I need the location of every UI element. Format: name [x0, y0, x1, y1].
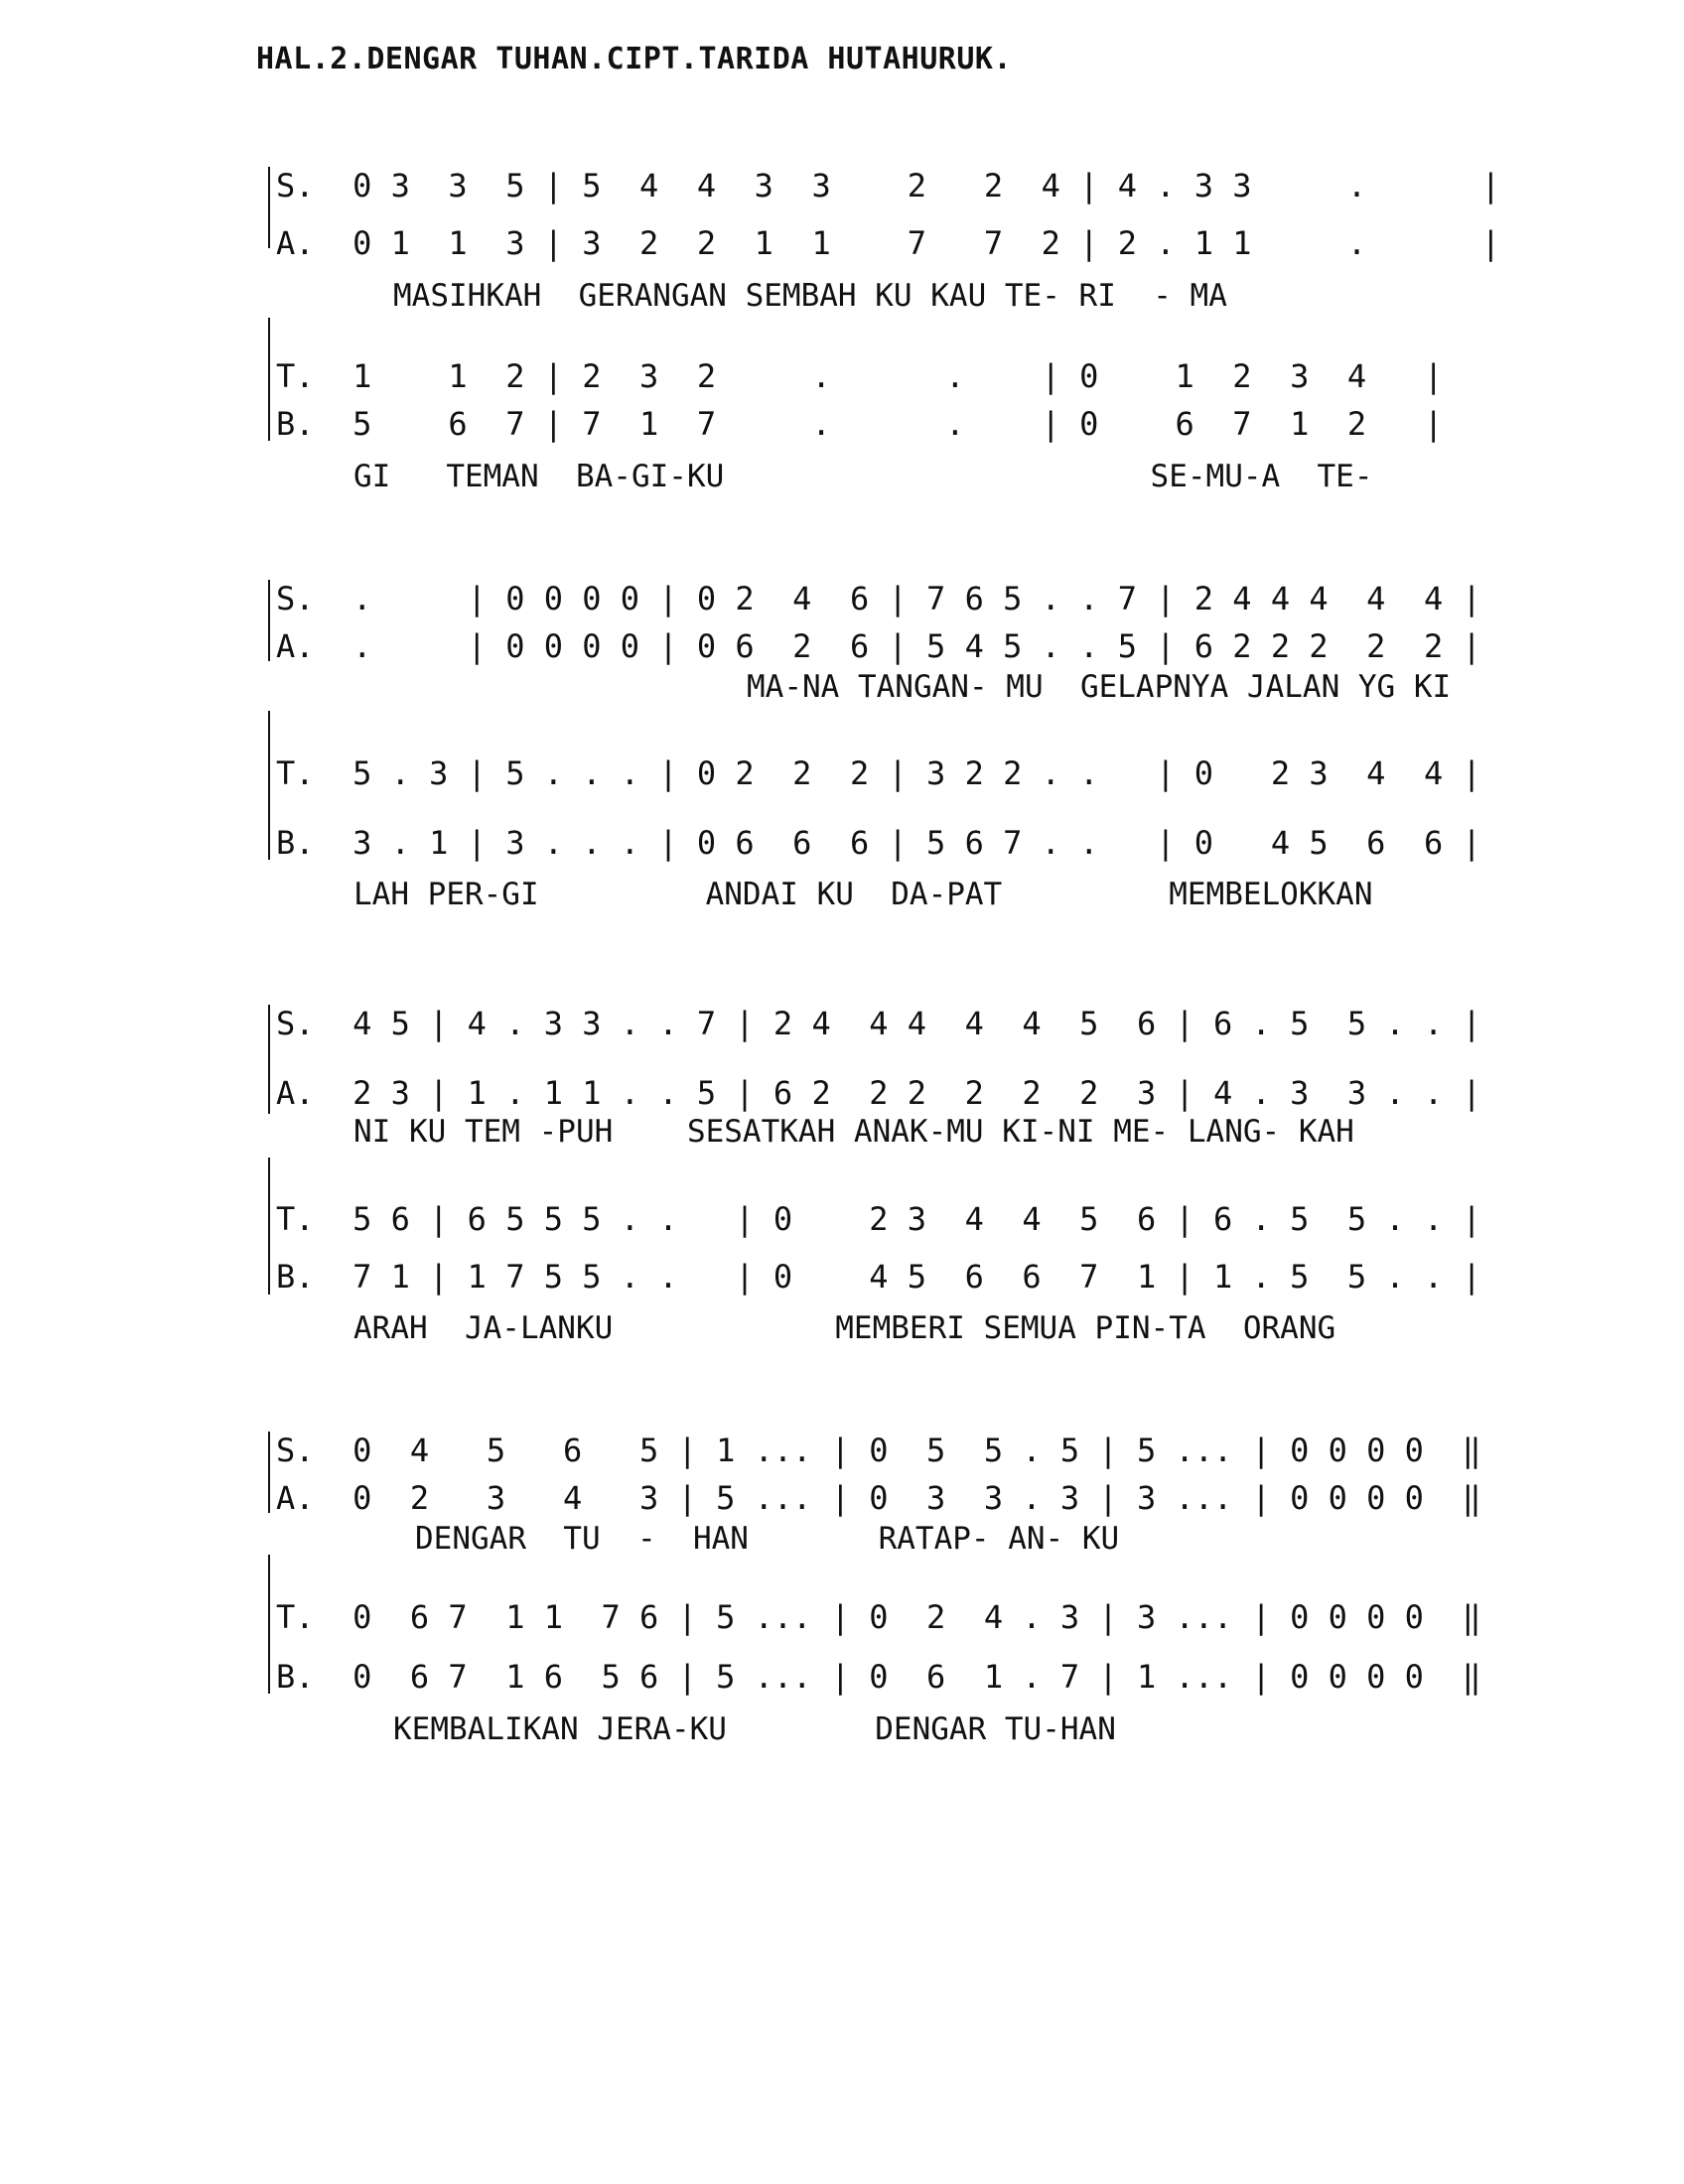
lyric-lower: KEMBALIKAN JERA-KU DENGAR TU-HAN — [393, 1711, 1116, 1747]
system-4-lower-bracket — [268, 1555, 270, 1694]
lyric-upper: MASIHKAH GERANGAN SEMBAH KU KAU TE- RI - MA — [393, 278, 1227, 314]
lyric-upper: MA-NA TANGAN- MU GELAPNYA JALAN YG KI — [747, 669, 1452, 705]
soprano-line: S. 0 3 3 5 | 5 4 4 3 3 2 2 4 | 4 . 3 3 . | — [276, 167, 1500, 205]
system-3-lower-bracket — [268, 1158, 270, 1295]
lyric-lower: GI TEMAN BA-GI-KU SE-MU-A TE- — [353, 459, 1373, 494]
lyric-upper: DENGAR TU - HAN RATAP- AN- KU — [415, 1521, 1120, 1557]
tenor-line: T. 1 1 2 | 2 3 2 . . | 0 1 2 3 4 | — [276, 357, 1444, 395]
system-2-lower-bracket — [268, 711, 270, 860]
soprano-line: S. 0 4 5 6 5 | 1 ... | 0 5 5 . 5 | 5 ... | 0 0 0 0 ‖ — [276, 1432, 1481, 1469]
tenor-line: T. 5 6 | 6 5 5 5 . . | 0 2 3 4 4 5 6 | 6 . 5 5 . . | — [276, 1200, 1481, 1238]
lyric-lower: ARAH JA-LANKU MEMBERI SEMUA PIN-TA ORANG — [353, 1310, 1336, 1346]
tenor-line: T. 0 6 7 1 1 7 6 | 5 ... | 0 2 4 . 3 | 3 ... | 0 0 0 0 ‖ — [276, 1598, 1481, 1636]
bass-line: B. 7 1 | 1 7 5 5 . . | 0 4 5 6 6 7 1 | 1 . 5 5 . . | — [276, 1258, 1481, 1296]
tenor-line: T. 5 . 3 | 5 . . . | 0 2 2 2 | 3 2 2 . . | 0 2 3 4 4 | — [276, 754, 1481, 792]
system-1-lower-bracket — [268, 318, 270, 441]
alto-line: A. 2 3 | 1 . 1 1 . . 5 | 6 2 2 2 2 2 2 3 | 4 . 3 3 . . | — [276, 1074, 1481, 1112]
system-3-upper-bracket — [268, 1005, 270, 1114]
bass-line: B. 3 . 1 | 3 . . . | 0 6 6 6 | 5 6 7 . . | 0 4 5 6 6 | — [276, 824, 1481, 862]
soprano-line: S. . | 0 0 0 0 | 0 2 4 6 | 7 6 5 . . 7 | 2 4 4 4 4 4 | — [276, 580, 1481, 617]
page-title: HAL.2.DENGAR TUHAN.CIPT.TARIDA HUTAHURUK. — [256, 42, 1013, 76]
bass-line: B. 5 6 7 | 7 1 7 . . | 0 6 7 1 2 | — [276, 405, 1444, 443]
system-1-upper-bracket — [268, 167, 270, 248]
bass-line: B. 0 6 7 1 6 5 6 | 5 ... | 0 6 1 . 7 | 1 ... | 0 0 0 0 ‖ — [276, 1658, 1481, 1696]
lyric-lower: LAH PER-GI ANDAI KU DA-PAT MEMBELOKKAN — [353, 877, 1373, 912]
alto-line: A. . | 0 0 0 0 | 0 6 2 6 | 5 4 5 . . 5 | 6 2 2 2 2 2 | — [276, 627, 1481, 665]
system-2-upper-bracket — [268, 580, 270, 661]
system-4-upper-bracket — [268, 1432, 270, 1513]
alto-line: A. 0 2 3 4 3 | 5 ... | 0 3 3 . 3 | 3 ... | 0 0 0 0 ‖ — [276, 1479, 1481, 1517]
alto-line: A. 0 1 1 3 | 3 2 2 1 1 7 7 2 | 2 . 1 1 . | — [276, 224, 1500, 262]
soprano-line: S. 4 5 | 4 . 3 3 . . 7 | 2 4 4 4 4 4 5 6 | 6 . 5 5 . . | — [276, 1005, 1481, 1042]
lyric-upper: NI KU TEM -PUH SESATKAH ANAK-MU KI-NI ME- LANG- KAH — [353, 1114, 1354, 1150]
